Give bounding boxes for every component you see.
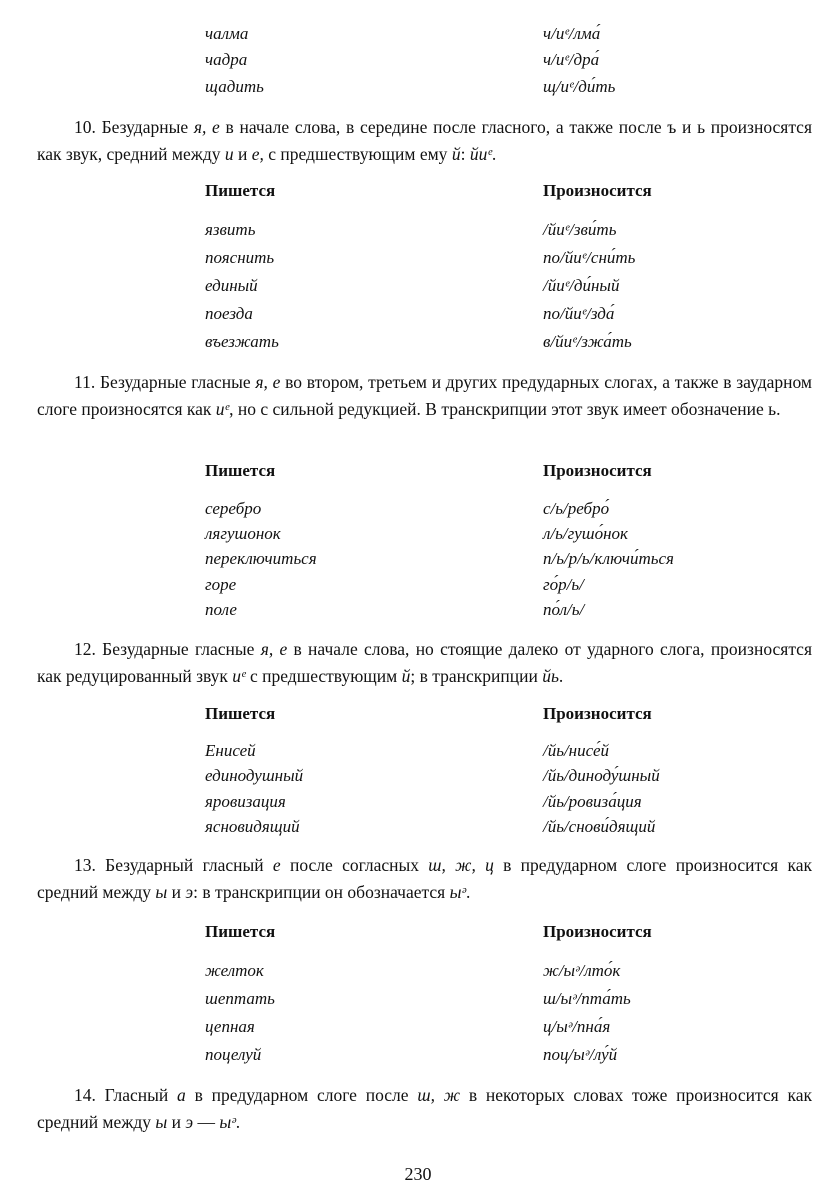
italic-term: и [224, 144, 234, 164]
italic-term: я, е [260, 639, 288, 659]
pronounced-word: /йь/ровиза́ция [543, 792, 642, 811]
written-word: поцелуй [205, 1045, 262, 1064]
paragraph-text: , но с сильной редукцией. В транскрипции этот звук имеет обозначение ь. [229, 399, 781, 419]
word-row [0, 245, 836, 271]
column-header-written: Пишется [205, 922, 276, 941]
italic-term: иᵉ [215, 399, 230, 419]
italic-term: я, е [193, 117, 220, 137]
paragraph-text: . [558, 666, 564, 686]
column-header-pronounced: Произносится [543, 461, 652, 480]
pronounced-word: ж/ыᵊ/лто́к [543, 961, 621, 980]
italic-term: ыᵊ [449, 882, 467, 902]
paragraph-text: и [167, 882, 186, 902]
pronounced-word: ч/иᵉ/дра́ [543, 50, 600, 69]
paragraph-text: . [491, 144, 497, 164]
paragraph-text: после согласных [280, 855, 429, 875]
pronounced-word: ц/ыᵊ/пна́я [543, 1017, 611, 1036]
word-row [0, 1042, 836, 1068]
written-word: шептать [205, 989, 275, 1008]
italic-term: й [401, 666, 411, 686]
italic-term: иᵉ [232, 666, 246, 686]
italic-term: е [272, 855, 281, 875]
italic-term: ы [155, 1112, 168, 1132]
column-header-pronounced: Произносится [543, 704, 652, 723]
paragraph-text: в начале слова, в середине после гласного, а также после ъ и ь произносятся как звук, средний между [37, 117, 812, 164]
written-word: желток [205, 961, 264, 980]
rule-paragraph-11 [37, 369, 812, 423]
written-word: лягушонок [205, 524, 281, 543]
written-word: язвить [205, 220, 256, 239]
pronounced-word: /йь/нисе́й [543, 741, 609, 760]
pronounced-word: /йиᵉ/зви́ть [543, 220, 617, 239]
rule-paragraph-10 [37, 114, 812, 168]
italic-term: йь [542, 666, 559, 686]
paragraph-text: с предшествующим ему [263, 144, 452, 164]
written-word: поезда [205, 304, 253, 323]
word-row [0, 958, 836, 984]
italic-term: й [451, 144, 461, 164]
written-word: переключиться [205, 549, 317, 568]
word-row [0, 738, 836, 764]
pronounced-word: /йь/диноду́шный [543, 766, 660, 785]
word-row [0, 301, 836, 327]
paragraph-text: и [167, 1112, 186, 1132]
word-row [0, 597, 836, 623]
word-row [0, 217, 836, 243]
italic-term: йиᵉ [469, 144, 492, 164]
pronounced-word: поц/ыᵊ/лу́й [543, 1045, 618, 1064]
column-header-written: Пишется [205, 461, 276, 480]
written-word: пояснить [205, 248, 275, 267]
table-header [0, 178, 836, 204]
paragraph-text: в некоторых словах тоже произносится как средний между [37, 1085, 812, 1132]
word-row [0, 789, 836, 815]
written-word: цепная [205, 1017, 255, 1036]
paragraph-text: 10. Безударные [74, 117, 194, 137]
page-number: 230 [404, 1164, 432, 1184]
italic-term: э [185, 1112, 194, 1132]
word-row [0, 521, 836, 547]
word-row [0, 763, 836, 789]
written-word: единый [205, 276, 258, 295]
italic-term: я, е [255, 372, 281, 392]
italic-term: э [185, 882, 194, 902]
written-word: Енисей [205, 741, 256, 760]
italic-term: а [177, 1085, 186, 1105]
word-row [0, 986, 836, 1012]
pronounced-word: по́л/ь/ [543, 600, 585, 619]
word-row [0, 572, 836, 598]
paragraph-text: и [233, 144, 252, 164]
paragraph-text: 11. Безударные гласные [74, 372, 256, 392]
word-row [0, 546, 836, 572]
pronounced-word: го́р/ь/ [543, 575, 584, 594]
column-header-written: Пишется [205, 704, 276, 723]
paragraph-text: в предударном слоге произносится как средний между [37, 855, 812, 902]
pronounced-word: л/ь/гушо́нок [543, 524, 628, 543]
word-row [0, 74, 836, 100]
pronounced-word: п/ь/р/ь/ключи́ться [543, 549, 674, 568]
table-header [0, 701, 836, 727]
paragraph-text: 12. Безударные гласные [74, 639, 261, 659]
word-row [0, 814, 836, 840]
paragraph-text: ; в транскрипции [410, 666, 543, 686]
paragraph-text: во втором, третьем и других предударных слогах, а также в заударном слоге произносятся как [37, 372, 812, 419]
word-row [0, 21, 836, 47]
written-word: серебро [205, 499, 262, 518]
paragraph-text: : [460, 144, 470, 164]
paragraph-text: в начале слова, но стоящие далеко от ударного слога, произносятся как редуцированный звук [37, 639, 813, 686]
written-word: ясновидящий [205, 817, 300, 836]
pronounced-word: щ/иᵉ/ди́ть [543, 77, 616, 96]
written-word: поле [205, 600, 237, 619]
written-word: чалма [205, 24, 249, 43]
word-row [0, 273, 836, 299]
pronounced-word: в/йиᵉ/зжа́ть [543, 332, 632, 351]
paragraph-text: 13. Безударный гласный [74, 855, 273, 875]
italic-term: ыᵊ [219, 1112, 236, 1132]
pronounced-word: ч/иᵉ/лма́ [543, 24, 601, 43]
paragraph-text: . [235, 1112, 241, 1132]
table-header [0, 458, 836, 484]
word-row [0, 1014, 836, 1040]
italic-term: ш, ж [417, 1085, 461, 1105]
written-word: чадра [205, 50, 248, 69]
pronounced-word: /йиᵉ/ди́ный [543, 276, 620, 295]
written-word: единодушный [205, 766, 304, 785]
italic-term: ш, ж, ц [428, 855, 494, 875]
italic-term: е, [251, 144, 264, 164]
column-header-pronounced: Произносится [543, 181, 652, 200]
column-header-pronounced: Произносится [543, 922, 652, 941]
rule-paragraph-12 [37, 636, 812, 690]
paragraph-text: с предшествующим [245, 666, 402, 686]
column-header-written: Пишется [205, 181, 276, 200]
rule-paragraph-14 [37, 1082, 812, 1136]
paragraph-text: . [466, 882, 471, 902]
word-row [0, 47, 836, 73]
written-word: горе [205, 575, 237, 594]
written-word: яровизация [205, 792, 286, 811]
pronounced-word: ш/ыᵊ/пта́ть [543, 989, 631, 1008]
written-word: въезжать [205, 332, 279, 351]
rule-paragraph-13 [37, 852, 812, 906]
paragraph-text: 14. Гласный [74, 1085, 178, 1105]
paragraph-text: — [193, 1112, 220, 1132]
paragraph-text: : в транскрипции он обозначается [193, 882, 450, 902]
pronounced-word: с/ь/ребро́ [543, 499, 610, 518]
pronounced-word: по/йиᵉ/сни́ть [543, 248, 636, 267]
word-row [0, 329, 836, 355]
pronounced-word: по/йиᵉ/зда́ [543, 304, 615, 323]
paragraph-text: в предударном слоге после [185, 1085, 418, 1105]
italic-term: ы [155, 882, 168, 902]
pronounced-word: /йь/снови́дящий [543, 817, 656, 836]
word-row [0, 496, 836, 522]
table-header [0, 919, 836, 945]
written-word: щадить [205, 77, 264, 96]
